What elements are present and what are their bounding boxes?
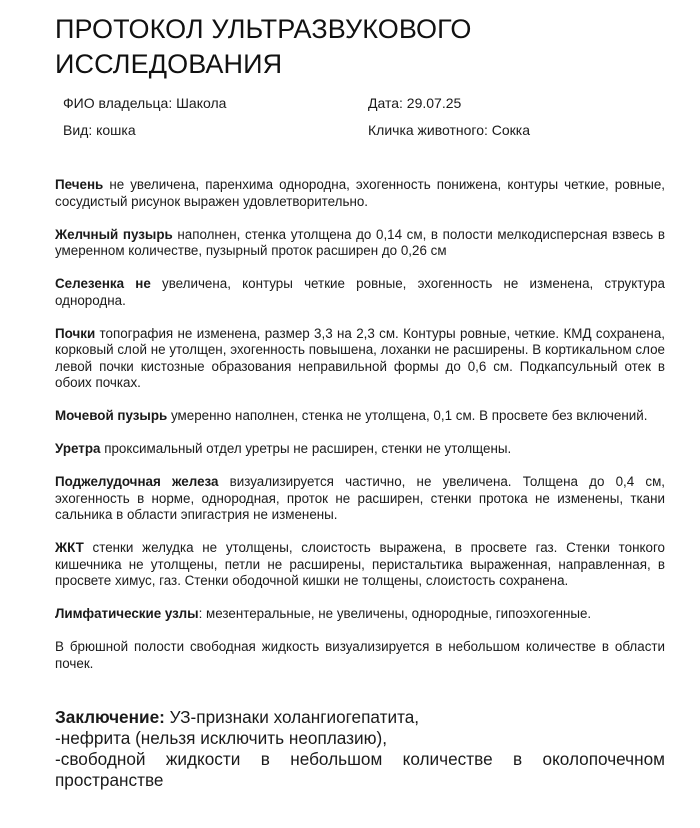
section-text: наполнен, стенка утолщена до 0,14 см, в полости мелкодисперсная взвесь в умеренном количестве, пузырный проток расширен до 0,26 см [55,226,665,258]
conclusion-line3: -свободной жидкости в небольшом количестве в околопочечном пространстве [55,749,665,790]
section-text: визуализируется частично, не увеличена. Толщена до 0,4 см, эхогенность в норме, однородная, проток не расширен, стенки протока не изменены, ткани сальника в области эпигастрия не изменены. [55,474,665,522]
section-label: Желчный пузырь [55,226,173,242]
ultrasound-report [55,12,665,791]
section-label: Почки [55,325,96,341]
section-label: Селезенка не [55,276,151,291]
animal-name: Кличка животного: Сокка [368,122,531,138]
conclusion-label: Заключение: [55,707,165,727]
section-text: топография не изменена, размер 3,3 на 2,3 см. Контуры ровные, четкие. КМД сохранена, корковый слой не утолщен, эхогенность повышена, лоханки не расширены. В кортикальном слое левой почки кистозные образования неправильной формы до 0,6 см. Подкапсульный отек в обоих почках. [55,325,665,390]
section-lymph-nodes [55,606,665,623]
section-label: Печень [55,177,104,192]
section-text: проксимальный отдел уретры не расширен, стенки не утолщены. [100,441,512,456]
patient-info [63,93,665,140]
section-liver [55,177,665,210]
section-free-fluid [55,639,665,672]
animal-species: Вид: кошка [63,122,136,138]
section-kidneys [55,326,665,392]
section-label: ЖКТ [55,540,84,555]
exam-date: Дата: 29.07.25 [368,95,462,111]
section-gi-tract [55,540,665,590]
section-label: Поджелудочная железа [55,474,219,489]
section-pancreas [55,474,665,524]
section-text: не увеличена, паренхима однородна, эхогенность понижена, контуры четкие, ровные, сосудистый рисунок выражен удовлетворительно. [55,177,665,209]
section-spleen [55,276,665,309]
conclusion [55,707,665,791]
section-text: увеличена, контуры четкие ровные, эхогенность не изменена, структура однородна. [55,276,665,308]
conclusion-line2: -нефрита (нельзя исключить неоплазию), [55,728,388,748]
section-text: В брюшной полости свободная жидкость визуализируется в небольшом количестве в области почек. [55,639,665,671]
section-label: Лимфатические узлы [55,606,199,621]
section-text: : мезентеральные, не увеличены, однородные, гипоэхогенные. [198,606,592,621]
report-title-line2: ИССЛЕДОВАНИЯ [55,49,283,79]
report-title [55,12,665,82]
owner-name: ФИО владельца: Шакола [63,95,227,111]
section-label: Уретра [55,441,101,456]
report-title-line1: ПРОТОКОЛ УЛЬТРАЗВУКОВОГО [55,14,472,44]
section-urethra [55,441,665,458]
conclusion-line1 [55,707,665,728]
section-gallbladder [55,227,665,260]
section-bladder [55,408,665,425]
section-text: стенки желудка не утолщены, слоистость выражена, в просвете газ. Стенки тонкого кишечника не утолщены, петли не расширены, перистальтика выраженная, направленная, в просвете химус, газ. Стенки ободочной кишки не толщены, слоистость сохранена. [55,540,665,588]
conclusion-text: УЗ-признаки холангиогепатита, [164,707,420,727]
section-label: Мочевой пузырь [55,408,168,423]
section-text: умеренно наполнен, стенка не утолщена, 0,1 см. В просвете без включений. [167,408,648,423]
